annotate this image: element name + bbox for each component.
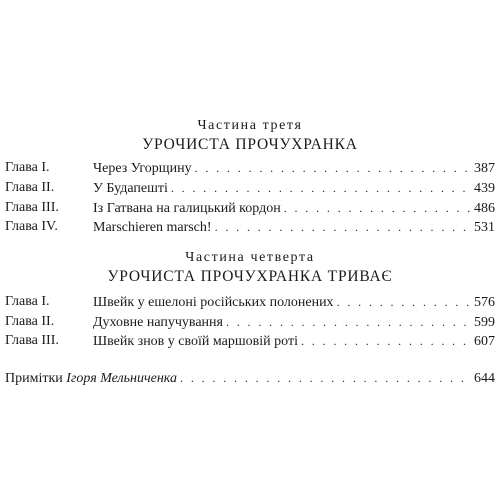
page-number: 607: [474, 334, 495, 349]
dot-leader: [195, 158, 472, 178]
dot-leader: [215, 217, 472, 237]
toc-entry[interactable]: [5, 178, 495, 198]
dot-leader: [284, 198, 472, 218]
page-number: 644: [474, 371, 495, 386]
dot-leader: [301, 331, 472, 351]
notes-prefix: Примітки: [5, 371, 63, 386]
chapter-title: Духовне напучування: [93, 315, 223, 330]
chapter-title: У Будапешті: [93, 181, 168, 196]
part-4-label: Частина четверта: [185, 250, 315, 265]
page-number: 576: [474, 295, 495, 310]
toc-entry-notes[interactable]: [5, 368, 495, 388]
chapter-number: Глава III.: [5, 333, 59, 348]
toc-entry[interactable]: [5, 158, 495, 178]
chapter-number: Глава II.: [5, 180, 55, 195]
toc-entry[interactable]: [5, 198, 495, 218]
chapter-title: Швейк знов у своїй маршовій роті: [93, 334, 298, 349]
dot-leader: [337, 292, 472, 312]
toc-entry[interactable]: [5, 312, 495, 332]
dot-leader: [180, 368, 472, 388]
chapter-number: Глава II.: [5, 314, 55, 329]
chapter-title: Швейк у ешелоні російських полонених: [93, 295, 334, 310]
page-number: 387: [474, 161, 495, 176]
notes-title: [5, 369, 180, 389]
chapter-number: Глава I.: [5, 160, 50, 175]
notes-author: Ігоря Мельниченка: [66, 371, 178, 386]
toc-entry[interactable]: [5, 292, 495, 312]
page-number: 599: [474, 315, 495, 330]
page-number: 531: [474, 220, 495, 235]
toc-entry[interactable]: [5, 331, 495, 351]
part-3-label: Частина третя: [197, 118, 303, 133]
page-number: 439: [474, 181, 495, 196]
page-number: 486: [474, 201, 495, 216]
toc-entry[interactable]: [5, 217, 495, 237]
dot-leader: [171, 178, 472, 198]
chapter-title: Із Гатвана на галицький кордон: [93, 201, 281, 216]
chapter-number: Глава III.: [5, 200, 59, 215]
part-3-title: УРОЧИСТА ПРОЧУХРАНКА: [142, 136, 358, 153]
chapter-number: Глава IV.: [5, 219, 58, 234]
dot-leader: [226, 312, 472, 332]
part-4-title: УРОЧИСТА ПРОЧУХРАНКА ТРИВАЄ: [107, 268, 393, 285]
chapter-number: Глава I.: [5, 294, 50, 309]
chapter-title: Marschieren marsch!: [93, 220, 212, 235]
chapter-title: Через Угорщину: [93, 161, 192, 176]
